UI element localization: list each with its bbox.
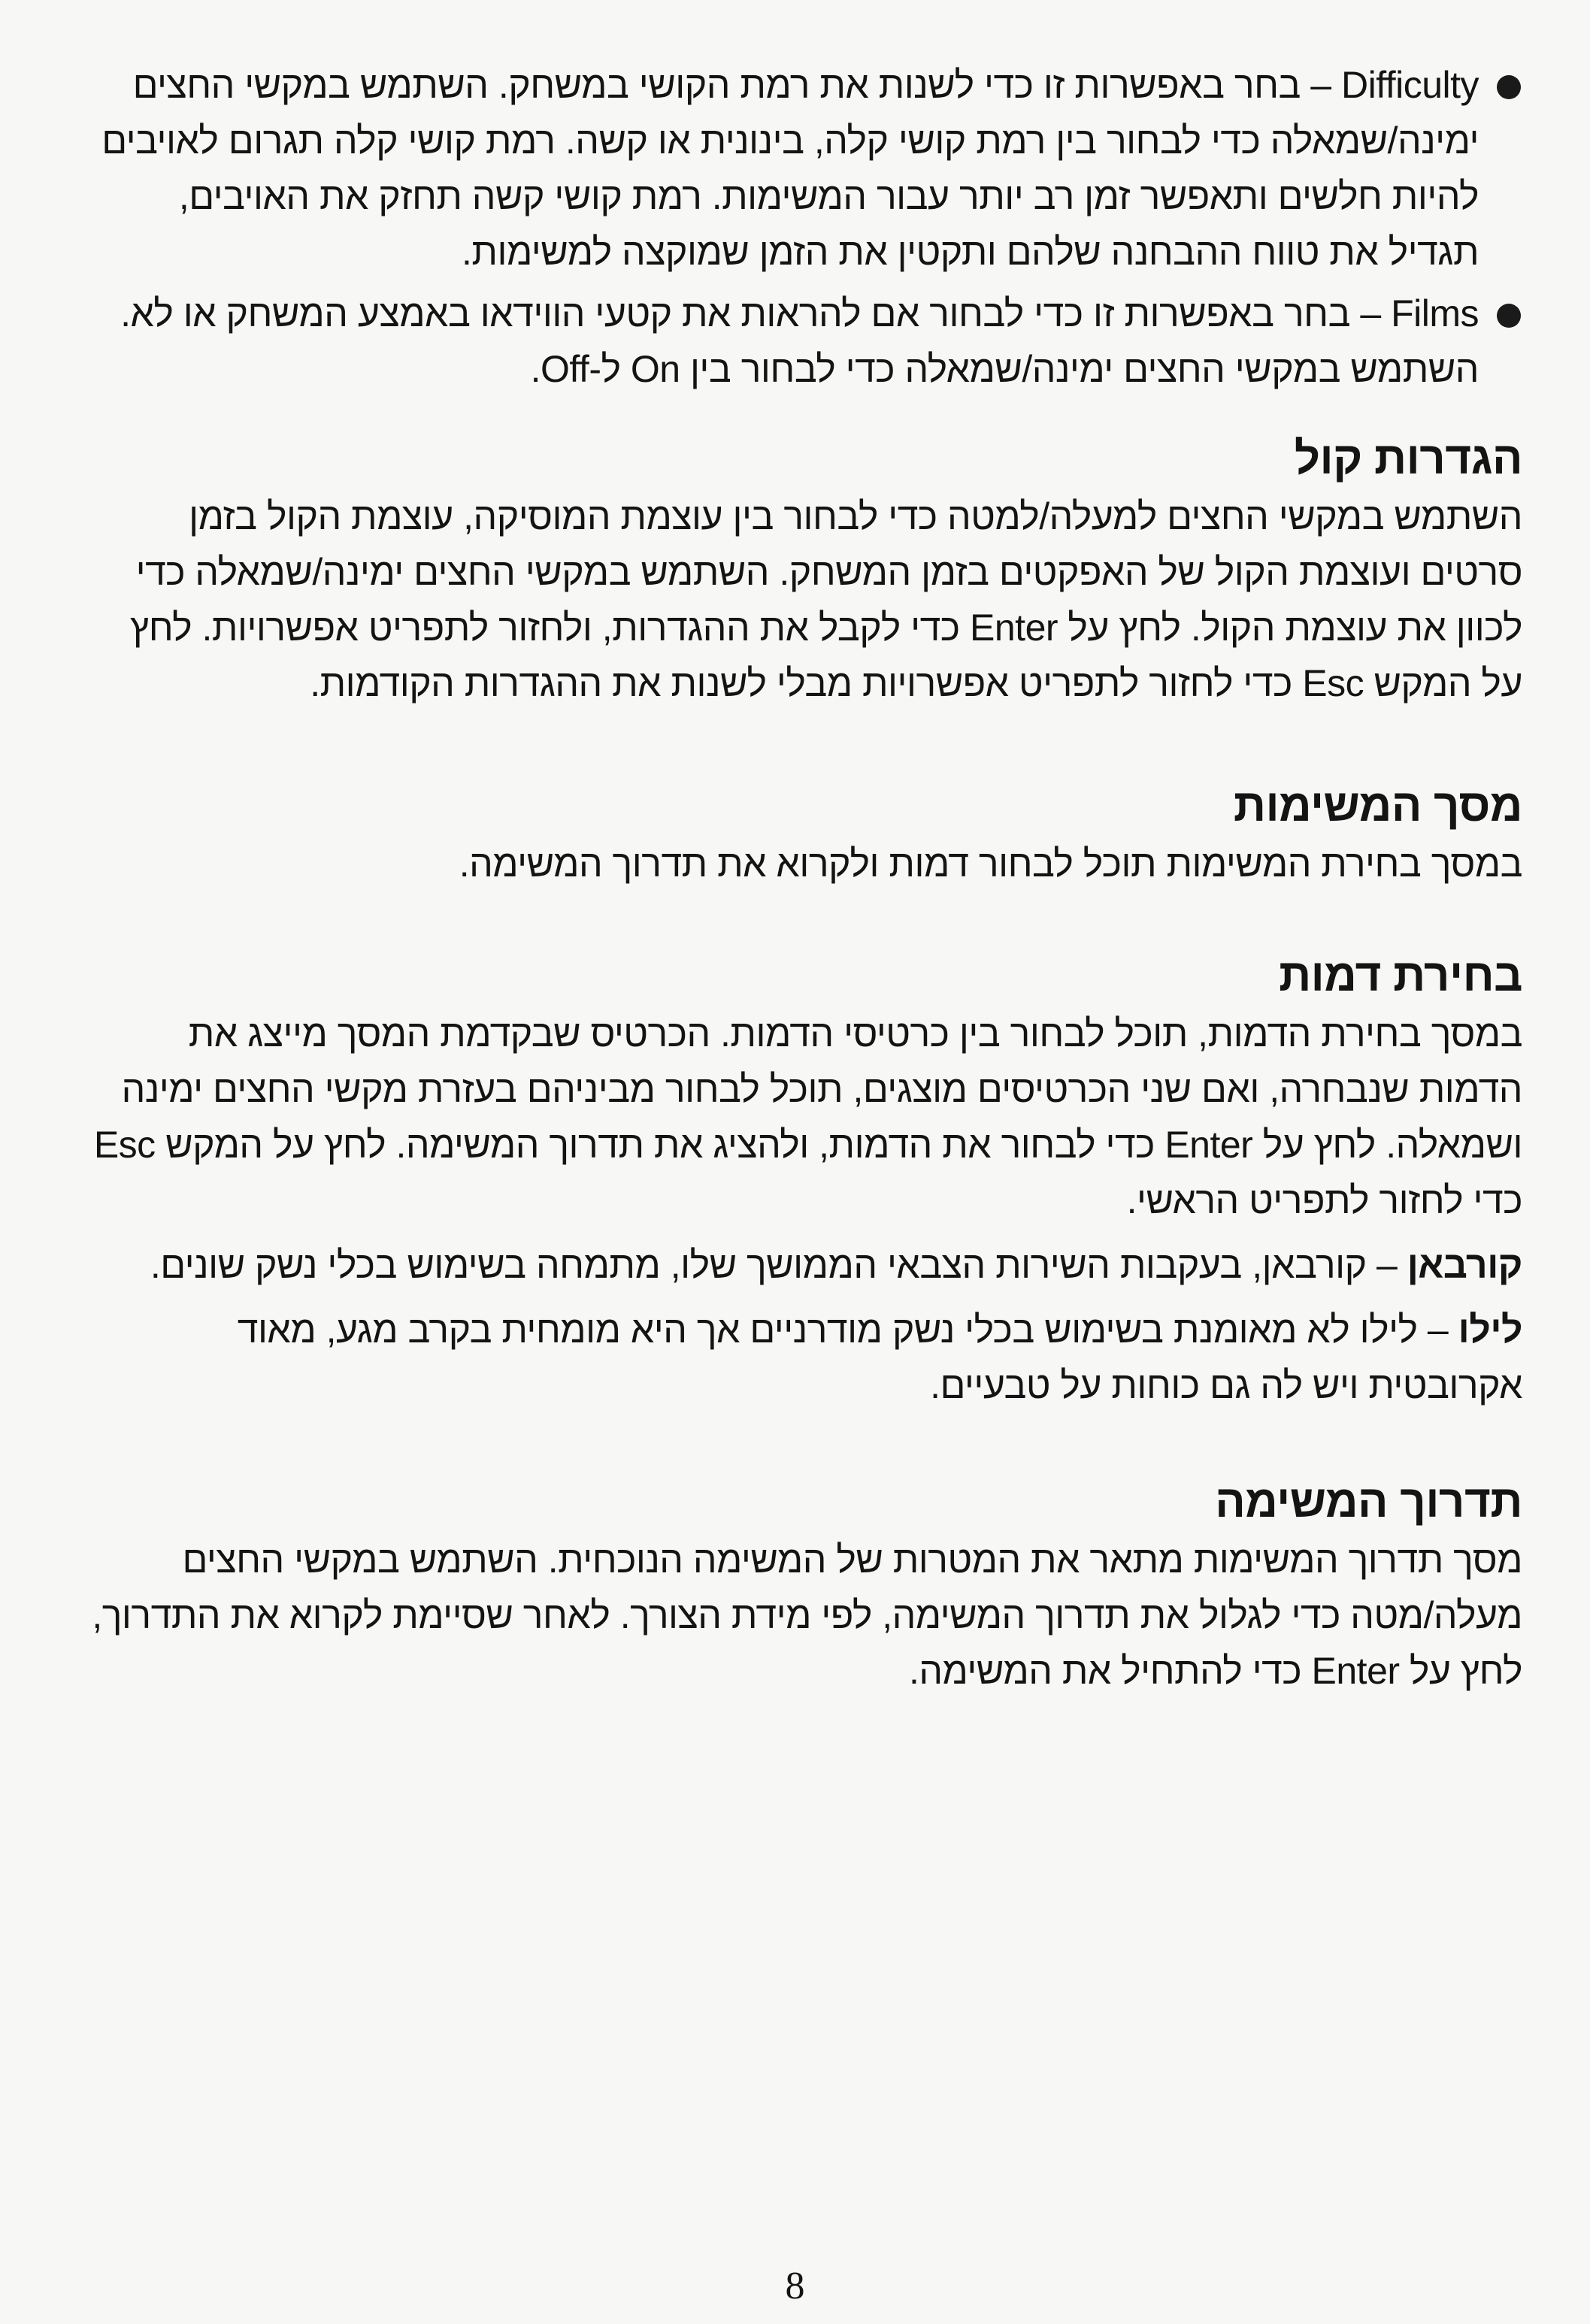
section-missions-title: מסך המשימות: [1233, 780, 1522, 831]
section-briefing-title: תדרוך המשימה: [1215, 1476, 1522, 1527]
bullet-films-text: [90, 286, 1479, 397]
character-lilo: [90, 1302, 1522, 1413]
character-korban-name: קורבאן: [1407, 1244, 1522, 1286]
bullet-difficulty-description: – בחר באפשרות זו כדי לשנות את רמת הקושי במשחק. השתמש במקשי החצים ימינה/שמאלה כדי לבחור בין רמת קושי קלה, בינונית או קשה. רמת קושי קלה תגרום לאויבים להיות חלשים ותאפשר זמן רב יותר עבור המשימות. רמת קושי קשה תחזק את האויבים, תגדיל את טווח ההבחנה שלהם ותקטין את הזמן שמוקצה למשימות.: [101, 64, 1479, 273]
page-number: 8: [785, 2265, 805, 2307]
section-character-select: [90, 946, 1522, 1413]
section-briefing-body: מסך תדרוך המשימות מתאר את המטרות של המשימה הנוכחית. השתמש במקשי החצים מעלה/מטה כדי לגלול את תדרוך המשימה, לפי מידת הצורך. לאחר שסיימת לקרוא את התדרוך, לחץ על Enter כדי להתחיל את המשימה.: [92, 1539, 1522, 1692]
character-lilo-name: לילו: [1458, 1309, 1522, 1351]
section-sound-settings: [90, 428, 1522, 711]
section-character-title: בחירת דמות: [1279, 950, 1522, 1000]
bullet-difficulty: [90, 57, 1522, 280]
character-korban-description: – קורבאן, בעקבות השירות הצבאי הממושך שלו, מתמחה בשימוש בכלי נשק שונים.: [150, 1244, 1407, 1286]
bullet-difficulty-term: Difficulty: [1340, 64, 1479, 106]
bullet-difficulty-text: [90, 57, 1479, 280]
character-lilo-description: – לילו לא מאומנת בשימוש בכלי נשק מודרניים אך היא מומחית בקרב מגע, מאוד אקרובטית ויש לה גם כוחות על טבעיים.: [237, 1309, 1522, 1406]
bullet-films-term: Films: [1391, 292, 1479, 334]
section-character-body: במסך בחירת הדמות, תוכל לבחור בין כרטיסי הדמות. הכרטיס שבקדמת המסך מייצג את הדמות שנבחרה, ואם שני הכרטיסים מוצגים, תוכל לבחור מביניהם בעזרת מקשי החצים ימינה ושמאלה. לחץ על Enter כדי לבחור את הדמות, ולהציג את תדרוך המשימה. לחץ על המקש Esc כדי לחזור לתפריט הראשי.: [93, 1012, 1522, 1221]
section-missions-screen: [90, 776, 1522, 891]
section-mission-briefing: [90, 1472, 1522, 1699]
section-sound-body: השתמש במקשי החצים למעלה/למטה כדי לבחור בין עוצמת המוסיקה, עוצמת הקול בזמן סרטים ועוצמת הקול של האפקטים בזמן המשחק. השתמש במקשי החצים ימינה/שמאלה כדי לכוון את עוצמת הקול. לחץ על Enter כדי לקבל את ההגדרות, ולחזור לתפריט אפשרויות. לחץ על המקש Esc כדי לחזור לתפריט אפשרויות מבלי לשנות את ההגדרות הקודמות.: [130, 495, 1522, 704]
section-missions-body: במסך בחירת המשימות תוכל לבחור דמות ולקרוא את תדרוך המשימה.: [459, 843, 1522, 885]
section-sound-title: הגדרות קול: [1294, 433, 1522, 483]
bullet-films: [90, 286, 1522, 397]
bullet-icon: [1497, 304, 1521, 328]
character-korban: [90, 1237, 1522, 1293]
bullet-icon: [1497, 75, 1521, 99]
bullet-films-description: – בחר באפשרות זו כדי לבחור אם להראות את קטעי הווידאו באמצע המשחק או לא. השתמש במקשי החצים ימינה/שמאלה כדי לבחור בין On ל-Off.: [120, 292, 1479, 390]
